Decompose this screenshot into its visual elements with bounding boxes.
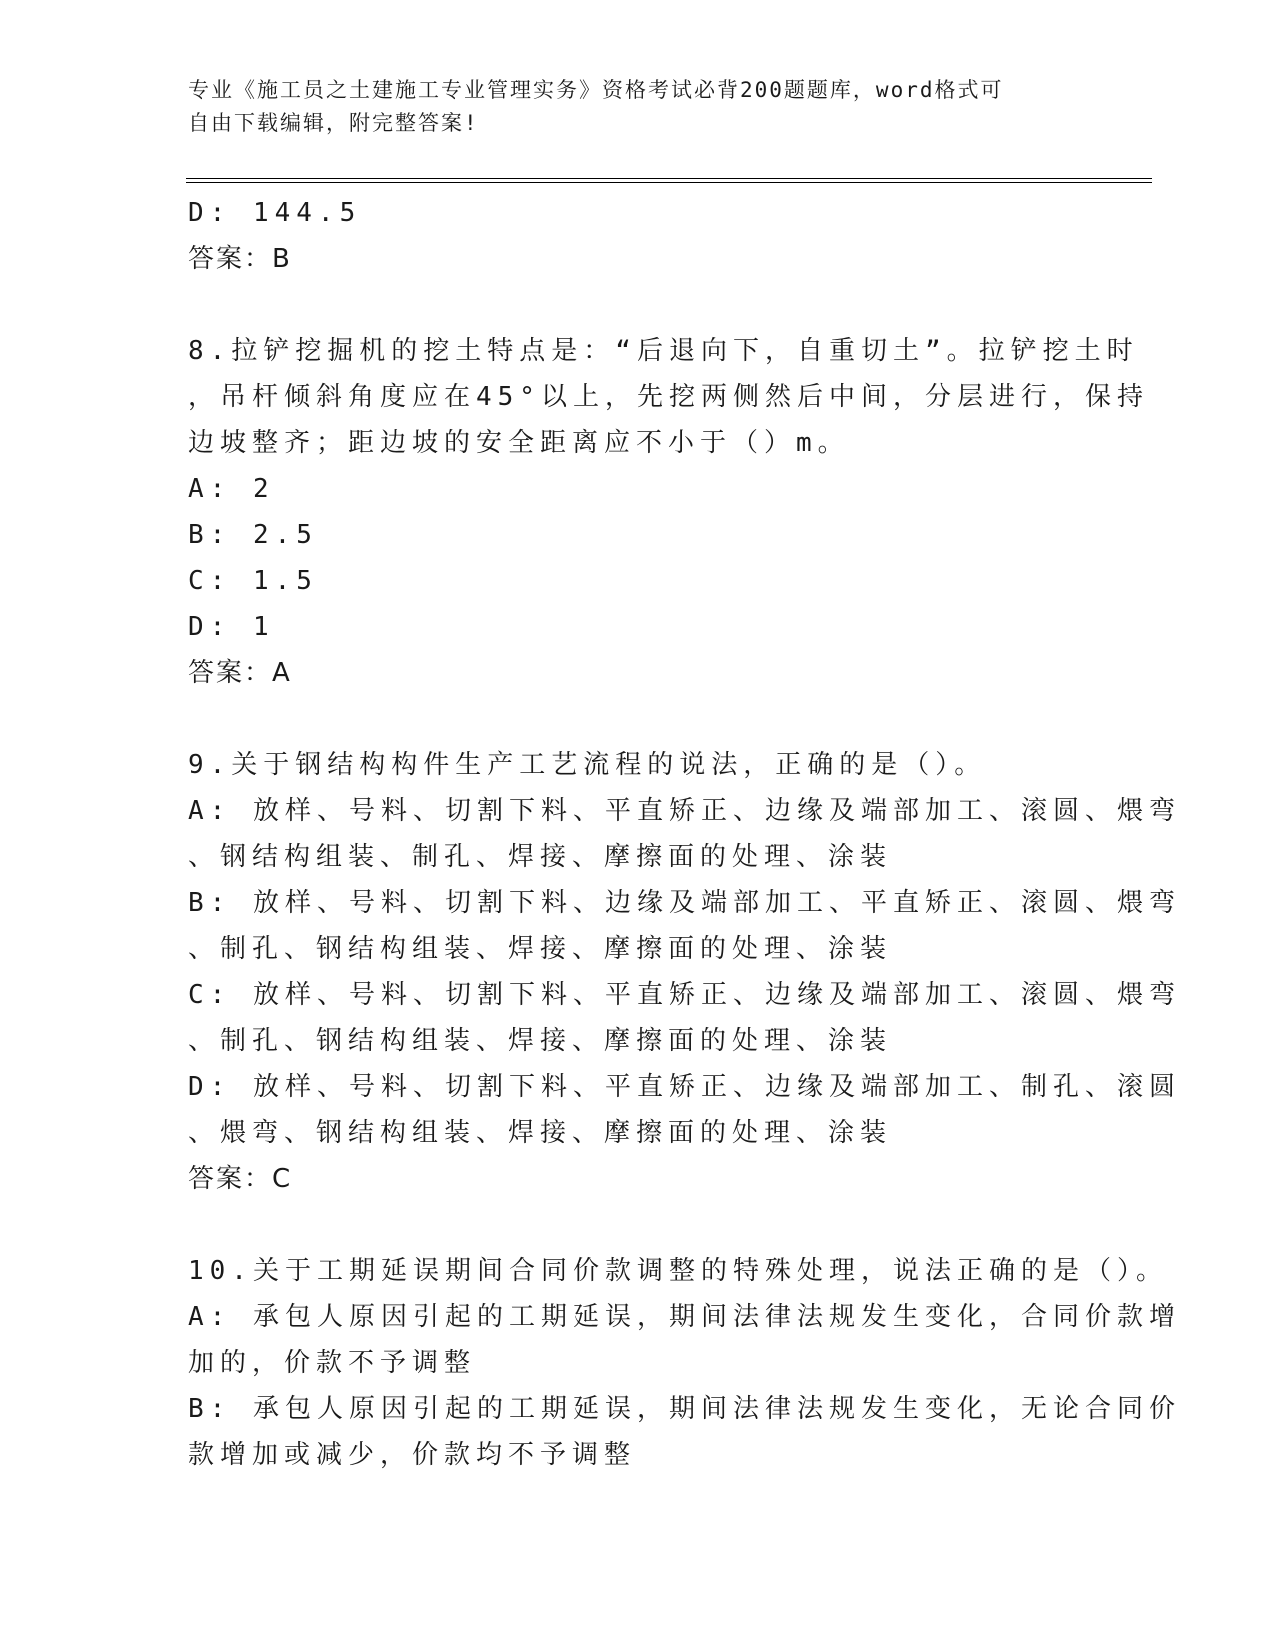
- header-divider-bottom: [186, 182, 1152, 183]
- q10-option-b-line-2: 款增加或减少，价款均不予调整: [188, 1440, 637, 1470]
- q10-option-a-line-1: A: 承包人原因引起的工期延误，期间法律法规发生变化，合同价款增: [188, 1302, 1181, 1332]
- q8-stem-line-3: 边坡整齐；距边坡的安全距离应不小于（）m。: [188, 428, 850, 458]
- q8-answer: 答案：A: [188, 658, 292, 688]
- q9-option-d-line-1: D: 放样、号料、切割下料、平直矫正、边缘及端部加工、制孔、滚圆: [188, 1072, 1181, 1102]
- q9-stem: 9.关于钢结构构件生产工艺流程的说法，正确的是（）。: [188, 750, 987, 780]
- q9-option-c-line-2: 、制孔、钢结构组装、焊接、摩擦面的处理、涂装: [188, 1026, 893, 1056]
- q9-option-c-line-1: C: 放样、号料、切割下料、平直矫正、边缘及端部加工、滚圆、煨弯: [188, 980, 1181, 1010]
- q10-stem: 10.关于工期延误期间合同价款调整的特殊处理，说法正确的是（）。: [188, 1256, 1168, 1286]
- q10-option-b-line-1: B: 承包人原因引起的工期延误，期间法律法规发生变化，无论合同价: [188, 1394, 1181, 1424]
- header-line-2: 自由下载编辑，附完整答案!: [188, 111, 479, 135]
- spacer: [188, 1202, 1088, 1248]
- document-body: [188, 190, 1181, 1478]
- header-line-1: 专业《施工员之土建施工专业管理实务》资格考试必背200题题库，word格式可: [188, 78, 1004, 102]
- header-divider-top: [186, 178, 1152, 179]
- q8-option-b: B: 2.5: [188, 520, 318, 550]
- q9-option-a-line-2: 、钢结构组装、制孔、焊接、摩擦面的处理、涂装: [188, 842, 893, 872]
- q8-stem-line-1: 8.拉铲挖掘机的挖土特点是：“后退向下，自重切土”。拉铲挖土时: [188, 336, 1139, 366]
- q7-answer: 答案：B: [188, 244, 292, 274]
- question-9: [188, 742, 1181, 1202]
- spacer: [188, 282, 1088, 328]
- q8-option-a: A: 2: [188, 474, 275, 504]
- q8-option-d: D: 1: [188, 612, 275, 642]
- q7-option-d: D: 144.5: [188, 198, 362, 228]
- q9-option-b-line-2: 、制孔、钢结构组装、焊接、摩擦面的处理、涂装: [188, 934, 893, 964]
- q8-option-c: C: 1.5: [188, 566, 318, 596]
- q9-option-a-line-1: A: 放样、号料、切割下料、平直矫正、边缘及端部加工、滚圆、煨弯: [188, 796, 1181, 826]
- spacer: [188, 696, 1088, 742]
- document-header: [188, 74, 1088, 140]
- q9-answer: 答案：C: [188, 1164, 293, 1194]
- question-7-tail: [188, 190, 1088, 282]
- q8-stem-line-2: ，吊杆倾斜角度应在45°以上，先挖两侧然后中间，分层进行，保持: [188, 382, 1149, 412]
- q9-option-d-line-2: 、煨弯、钢结构组装、焊接、摩擦面的处理、涂装: [188, 1118, 893, 1148]
- question-10: [188, 1248, 1181, 1478]
- q9-option-b-line-1: B: 放样、号料、切割下料、边缘及端部加工、平直矫正、滚圆、煨弯: [188, 888, 1181, 918]
- question-8: [188, 328, 1149, 696]
- q10-option-a-line-2: 加的，价款不予调整: [188, 1348, 477, 1378]
